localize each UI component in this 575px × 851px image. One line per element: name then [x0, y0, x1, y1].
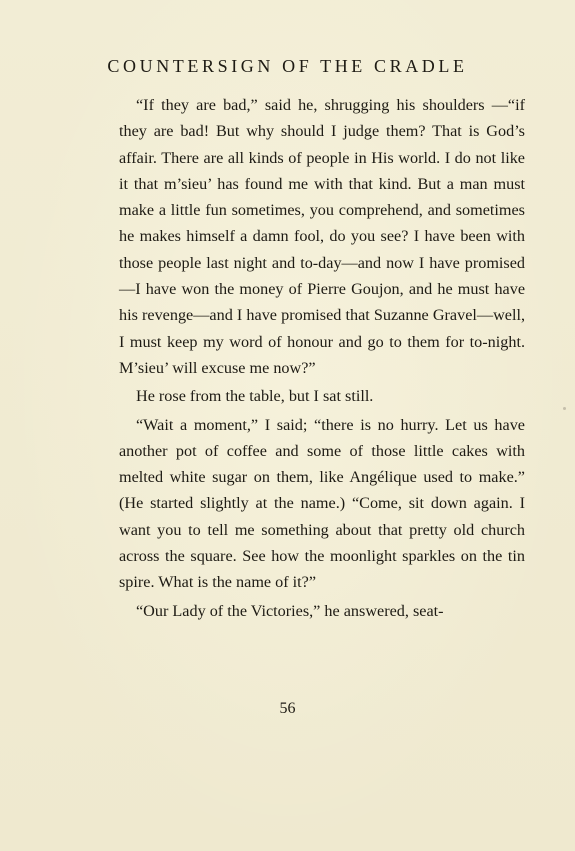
running-head: COUNTERSIGN OF THE CRADLE — [107, 56, 468, 76]
paragraph-2: He rose from the table, but I sat still. — [136, 387, 374, 406]
paragraph-3: “Wait a moment,” I said; “there is no hurry. Let us have another pot of coffee and some of those little cakes with melted white sugar on them, like Angélique used to make.” (He started slightly at the name.) “Come, sit down again. I want you to tell me something about that pretty old church across the square. See how the moonlight sparkles on the tin spire. What is the name of it?” — [119, 415, 525, 592]
paper-speck — [563, 407, 566, 410]
body-text — [119, 92, 525, 624]
paragraph-4: “Our Lady of the Victories,” he answered, seat- — [136, 601, 444, 620]
page-number: 56 — [279, 700, 296, 717]
paragraph-1: “If they are bad,” said he, shrugging his shoulders —“if they are bad! But why should I judge them? That is God’s affair. There are all kinds of people in His world. I do not like it that m’sieu’ has found me with that kind. But a man must make a little fun sometimes, you comprehend, and sometimes he makes himself a damn fool, do you see? I have been with those people last night and to-day—and now I have promised—I have won the money of Pierre Goujon, and he must have his revenge—and I have promised that Suzanne Gravel—well, I must keep my word of honour and go to them for to-night. M’sieu’ will excuse me now?” — [119, 96, 525, 377]
